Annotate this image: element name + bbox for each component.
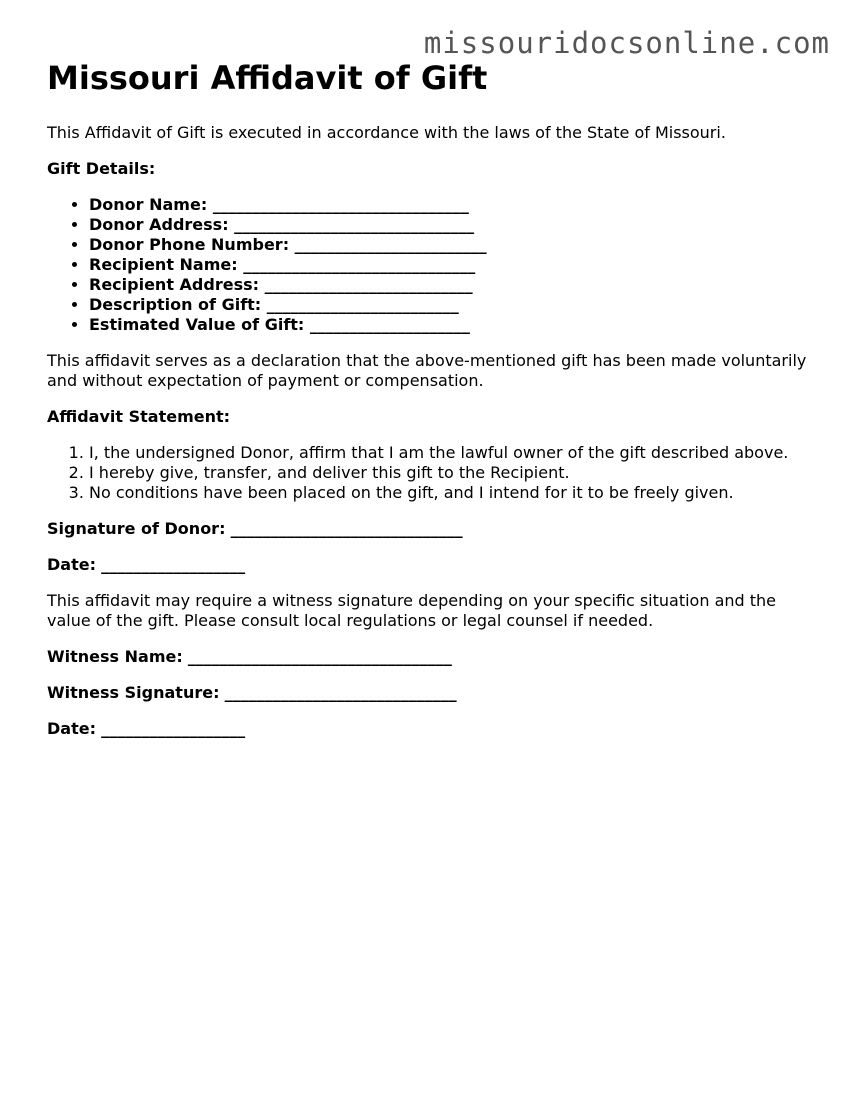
field-label: Recipient Address: bbox=[89, 275, 260, 294]
witness-date-field bbox=[47, 719, 817, 739]
field-gift-value bbox=[89, 315, 817, 335]
witness-note-paragraph: This affidavit may require a witness signature depending on your specific situation and the value of the gift. Please consult local regulations or legal counsel if needed. bbox=[47, 591, 777, 630]
field-label: Donor Phone Number: bbox=[89, 235, 290, 254]
gift-details-heading: Gift Details: bbox=[47, 159, 156, 178]
declaration-paragraph: This affidavit serves as a declaration that the above-mentioned gift has been made voluntarily and without expectation of payment or compensation. bbox=[47, 351, 807, 390]
watermark: missouridocsonline.com bbox=[423, 26, 830, 60]
affidavit-statement-list bbox=[47, 443, 817, 503]
donor-signature-label: Signature of Donor: bbox=[47, 519, 226, 538]
blank-line[interactable]: __________________________ bbox=[264, 275, 473, 294]
statement-item: 1. I, the undersigned Donor, affirm that I am the lawful owner of the gift described above. bbox=[89, 443, 817, 463]
donor-signature-blank[interactable]: _____________________________ bbox=[230, 519, 463, 538]
document-body bbox=[47, 58, 817, 739]
blank-line[interactable]: ____________________ bbox=[309, 315, 470, 334]
field-label: Estimated Value of Gift: bbox=[89, 315, 305, 334]
witness-name-field bbox=[47, 647, 817, 667]
witness-signature-label: Witness Signature: bbox=[47, 683, 220, 702]
blank-line[interactable]: ________________________ bbox=[266, 295, 459, 314]
witness-date-blank[interactable]: __________________ bbox=[101, 719, 246, 738]
blank-line[interactable]: ________________________ bbox=[294, 235, 487, 254]
field-donor-phone bbox=[89, 235, 817, 255]
witness-name-label: Witness Name: bbox=[47, 647, 183, 666]
page-title: Missouri Affidavit of Gift bbox=[47, 59, 488, 97]
field-donor-name bbox=[89, 195, 817, 215]
field-gift-description bbox=[89, 295, 817, 315]
field-recipient-name bbox=[89, 255, 817, 275]
donor-date-label: Date: bbox=[47, 555, 96, 574]
field-donor-address bbox=[89, 215, 817, 235]
statement-item: 2. I hereby give, transfer, and deliver this gift to the Recipient. bbox=[89, 463, 817, 483]
donor-date-field bbox=[47, 555, 817, 575]
blank-line[interactable]: _____________________________ bbox=[243, 255, 476, 274]
field-label: Donor Address: bbox=[89, 215, 229, 234]
witness-signature-blank[interactable]: _____________________________ bbox=[224, 683, 457, 702]
witness-name-blank[interactable]: _________________________________ bbox=[187, 647, 452, 666]
intro-paragraph: This Affidavit of Gift is executed in accordance with the laws of the State of Missouri. bbox=[47, 123, 726, 142]
statement-item: 3. No conditions have been placed on the gift, and I intend for it to be freely given. bbox=[89, 483, 817, 503]
donor-date-blank[interactable]: __________________ bbox=[101, 555, 246, 574]
witness-signature-field bbox=[47, 683, 817, 703]
field-label: Recipient Name: bbox=[89, 255, 238, 274]
field-recipient-address bbox=[89, 275, 817, 295]
field-label: Donor Name: bbox=[89, 195, 208, 214]
affidavit-statement-heading: Affidavit Statement: bbox=[47, 407, 231, 426]
gift-details-list bbox=[47, 195, 817, 335]
field-label: Description of Gift: bbox=[89, 295, 262, 314]
blank-line[interactable]: ________________________________ bbox=[212, 195, 469, 214]
donor-signature-field bbox=[47, 519, 817, 539]
witness-date-label: Date: bbox=[47, 719, 96, 738]
blank-line[interactable]: ______________________________ bbox=[234, 215, 475, 234]
